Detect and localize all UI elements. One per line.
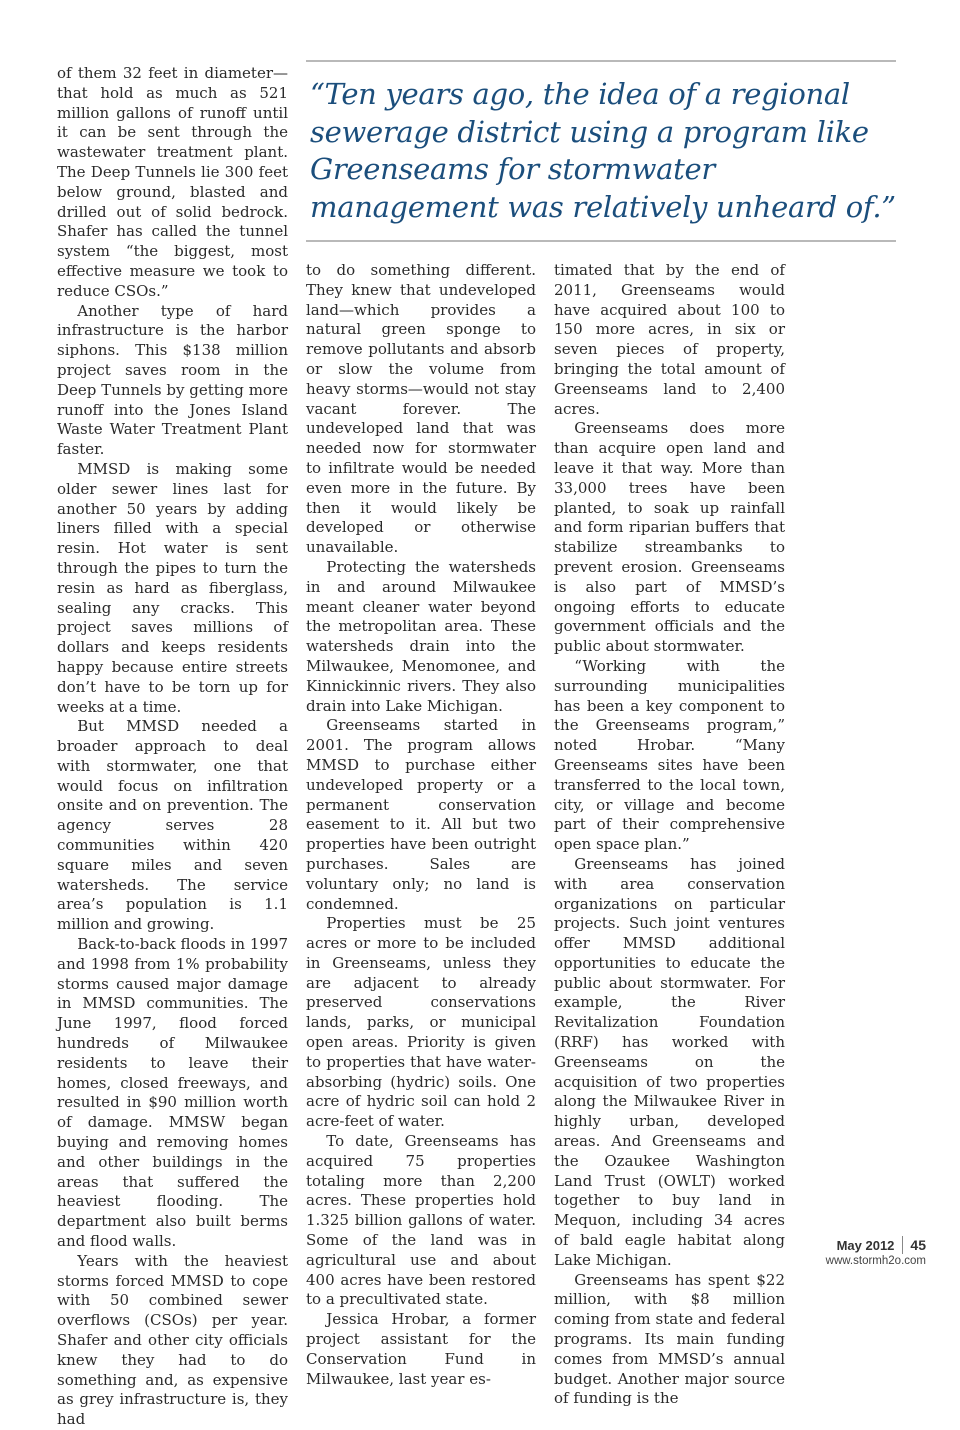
text-column-1	[57, 64, 288, 1430]
page-footer	[826, 1236, 926, 1267]
paragraph: Jessica Hrobar, a former project assistant for the Conservation Fund in Milwaukee, last year es-	[306, 1310, 536, 1388]
paragraph: Another type of hard infrastructure is the harbor siphons. This $138 million project saves room in the Deep Tunnels by getting more runoff into the Jones Island Waste Water Treatment Plant faster.	[57, 301, 288, 459]
paragraph: timated that by the end of 2011, Greenseams would have acquired about 100 to 150 more acres, in six or seven pieces of property, bringing the total amount of Greenseams land to 2,400 acres.	[554, 261, 785, 418]
paragraph: Properties must be 25 acres or more to be included in Greenseams, unless they are adjacent to already preserved conservations lands, parks, or municipal open areas. Priority is given to properties that have water-absorbing (hydric) soils. One acre of hydric soil can hold 2 acre-feet of water.	[306, 914, 536, 1131]
issue-date: May 2012	[836, 1237, 895, 1253]
paragraph: MMSD is making some older sewer lines last for another 50 years by adding liners filled with a special resin. Hot water is sent through the pipes to turn the resin as hard as fiberglass, sealing any cracks. This project saves millions of dollars and keeps residents happy because entire streets don’t have to be torn up for weeks at a time.	[57, 459, 288, 716]
paragraph: Greenseams does more than acquire open land and leave it that way. More than 33,000 trees have been planted, to soak up rainfall and form riparian buffers that stabilize streambanks to prevent erosion. Greenseams is also part of MMSD’s ongoing efforts to educate government officials and the public about stormwater.	[554, 419, 785, 656]
text-column-2	[306, 261, 536, 1389]
paragraph: Greenseams started in 2001. The program allows MMSD to purchase either undeveloped property or a permanent conservation easement to it. All but two properties have been outright purchases. Sales are voluntary only; no land is condemned.	[306, 716, 536, 913]
website-url[interactable]: www.stormh2o.com	[825, 1255, 926, 1267]
paragraph: To date, Greenseams has acquired 75 properties totaling more than 2,200 acres. These properties hold 1.325 billion gallons of water. Some of the land was in agricultural use and about 400 acres have been restored to a precultivated state.	[306, 1132, 536, 1309]
paragraph: But MMSD needed a broader approach to deal with stormwater, one that would focus on infiltration onsite and on prevention. The agency serves 28 communities within 420 square miles and seven watersheds. The service area’s population is 1.1 million and growing.	[57, 717, 288, 934]
paragraph: of them 32 feet in diameter—that hold as much as 521 million gallons of runoff until it can be sent through the wastewater treatment plant. The Deep Tunnels lie 300 feet below ground, blasted and drilled out of solid bedrock. Shafer has called the tunnel system “the biggest, most effective measure we took to reduce CSOs.”	[57, 64, 288, 300]
paragraph: Protecting the watersheds in and around Milwaukee meant cleaner water beyond the metropolitan area. These watersheds drain into the Milwaukee, Menomonee, and Kinnickinnic rivers. They also drain into Lake Michigan.	[306, 557, 536, 715]
pull-quote: “Ten years ago, the idea of a regional sewerage district using a program like Greenseams for stormwater management was relatively unheard of.”	[310, 77, 896, 224]
paragraph: Years with the heaviest storms forced MMSD to cope with 50 combined sewer overflows (CSOs) per year. Shafer and other city officials knew they had to do something and, as expensive as grey infrastructure is, they had	[57, 1251, 288, 1429]
paragraph: to do something different. They knew that undeveloped land—which provides a natural green sponge to remove pollutants and absorb or slow the volume from heavy storms—would not stay vacant forever. The undeveloped land that was needed now for stormwater to infiltrate would be needed even more in the future. By then it would likely be developed or otherwise unavailable.	[306, 261, 536, 557]
footer-divider	[902, 1236, 903, 1254]
page-number: 45	[910, 1237, 926, 1253]
footer-issue-line	[826, 1236, 926, 1254]
pullquote-bottom-rule	[306, 240, 896, 242]
paragraph: Greenseams has joined with area conservation organizations on particular projects. Such joint ventures offer MMSD additional opportunities to educate the public about stormwater. For example, the River Revitalization Foundation (RRF) has worked with Greenseams on the acquisition of two properties along the Milwaukee River in highly urban, developed areas. And Greenseams and the Ozaukee Washington Land Trust (OWLT) worked together to buy land in Mequon, including 34 acres of bald eagle habitat along Lake Michigan.	[554, 854, 785, 1269]
text-column-3	[554, 261, 785, 1409]
paragraph: Back-to-back floods in 1997 and 1998 from 1% probability storms caused major damage in MMSD communities. The June 1997, flood forced hundreds of Milwaukee residents to leave their homes, closed freeways, and resulted in $90 million worth of damage. MMSW began buying and removing homes and other buildings in the areas that suffered the heaviest flooding. The department also built berms and flood walls.	[57, 935, 288, 1251]
paragraph: “Working with the surrounding municipalities has been a key component to the Greenseams program,” noted Hrobar. “Many Greenseams sites have been transferred to the local town, city, or village and become part of their comprehensive open space plan.”	[554, 656, 785, 854]
pullquote-top-rule	[306, 60, 896, 62]
paragraph: Greenseams has spent $22 million, with $8 million coming from state and federal programs. Its main funding comes from MMSD’s annual budget. Another major source of funding is the	[554, 1270, 785, 1408]
